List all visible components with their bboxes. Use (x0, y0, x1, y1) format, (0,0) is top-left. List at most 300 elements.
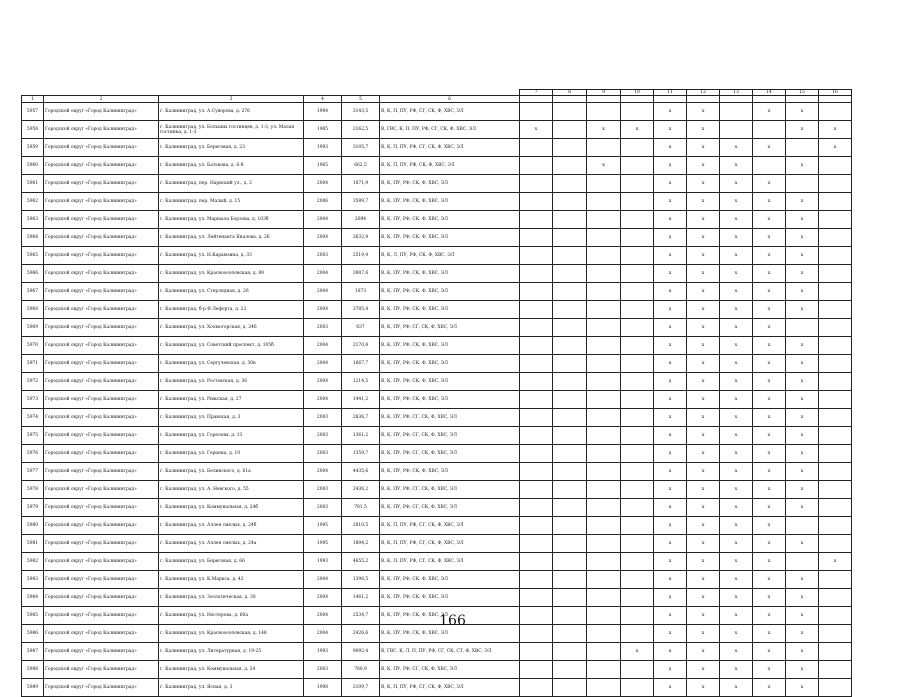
col-header-1: 1 (22, 96, 44, 103)
row-number: 5983 (22, 571, 44, 589)
empty-cell (520, 193, 553, 211)
empty-cell (553, 427, 587, 445)
area-cell: 1398,5 (342, 571, 380, 589)
empty-cell (819, 229, 852, 247)
empty-cell (553, 121, 587, 139)
table-row (22, 229, 852, 247)
empty-cell (520, 337, 553, 355)
empty-cell (553, 445, 587, 463)
header-row-main (22, 96, 852, 103)
address-cell: г. Калининград, ул. Краснооселовская, д. 89 (159, 265, 304, 283)
empty-cell (587, 373, 621, 391)
empty-cell (553, 283, 587, 301)
mark-cell-col-12: x (687, 535, 720, 553)
table-row (22, 517, 852, 535)
area-cell: 781,5 (342, 499, 380, 517)
owner-cell: Городской округ «Город Калининград» (44, 571, 159, 589)
systems-cell: В, К, ПУ, РФ, СК, Ф, ХВС, ЭЛ (380, 283, 520, 301)
owner-cell: Городской округ «Город Калининград» (44, 481, 159, 499)
year-cell: 2004 (304, 391, 342, 409)
year-cell: 1985 (304, 121, 342, 139)
row-number: 5986 (22, 625, 44, 643)
table-row (22, 157, 852, 175)
mark-cell-col-15: x (786, 445, 819, 463)
mark-cell-col-14: x (753, 499, 786, 517)
address-cell: г. Калининград, ул. Н.Карамзина, д. 33 (159, 247, 304, 265)
empty-cell (621, 427, 654, 445)
mark-cell-col-13: x (720, 265, 753, 283)
empty-cell (553, 499, 587, 517)
empty-cell (520, 553, 553, 571)
mark-cell-col-11: x (654, 175, 687, 193)
mark-cell-col-12: x (687, 409, 720, 427)
mark-cell-col-15: x (786, 121, 819, 139)
area-cell: 3105,7 (342, 139, 380, 157)
mark-cell-col-12: x (687, 553, 720, 571)
mark-cell-col-14: x (753, 373, 786, 391)
mark-cell-col-13: x (720, 625, 753, 643)
mark-cell-col-12: x (687, 139, 720, 157)
owner-cell: Городской округ «Город Калининград» (44, 157, 159, 175)
systems-cell: В, К, ПУ, РФ, СК, Ф, ХВС, ЭЛ (380, 625, 520, 643)
empty-cell (587, 283, 621, 301)
empty-cell (819, 463, 852, 481)
mark-cell-col-13: x (720, 247, 753, 265)
mark-cell-col-15: x (786, 373, 819, 391)
year-cell: 2004 (304, 571, 342, 589)
mark-cell-col-14: x (753, 391, 786, 409)
mark-cell-col-12: x (687, 211, 720, 229)
mark-cell-col-14: x (753, 229, 786, 247)
empty-cell (520, 157, 553, 175)
systems-cell: В, К, П, ПУ, РФ, СГ, СК, Ф, ХВС, ЭЛ (380, 535, 520, 553)
address-cell: г. Калининград, ул. Рижская, д. 27 (159, 391, 304, 409)
year-cell: 2004 (304, 283, 342, 301)
table-row (22, 553, 852, 571)
owner-cell: Городской округ «Город Калининград» (44, 337, 159, 355)
table-row (22, 535, 852, 553)
empty-cell (819, 427, 852, 445)
area-cell: 2810,5 (342, 517, 380, 535)
table-row (22, 265, 852, 283)
empty-cell (819, 103, 852, 121)
owner-cell: Городской округ «Город Калининград» (44, 427, 159, 445)
area-cell: 3785,4 (342, 301, 380, 319)
empty-cell (819, 679, 852, 697)
mark-cell-col-11: x (654, 535, 687, 553)
empty-cell (621, 283, 654, 301)
address-cell: г. Калининград, ул. Маршала Борзова, д. 103б (159, 211, 304, 229)
row-number: 5985 (22, 607, 44, 625)
row-number: 5988 (22, 661, 44, 679)
empty-cell (621, 211, 654, 229)
mark-cell-col-11: x (654, 373, 687, 391)
mark-cell-col-11: x (654, 391, 687, 409)
area-cell: 1894,2 (342, 535, 380, 553)
row-number: 5982 (22, 553, 44, 571)
systems-cell: В, К, ПУ, РФ, СГ, СК, Ф, ХВС, ЭЛ (380, 499, 520, 517)
year-cell: 2004 (304, 355, 342, 373)
address-cell: г. Калининград, ул. Горелова, д. 13 (159, 427, 304, 445)
mark-cell-col-14: x (753, 301, 786, 319)
table-row (22, 193, 852, 211)
mark-cell-col-13: x (720, 589, 753, 607)
mark-cell-col-12: x (687, 337, 720, 355)
empty-cell (621, 265, 654, 283)
col-header-8: 8 (553, 90, 587, 96)
year-cell: 2003 (304, 499, 342, 517)
empty-cell (621, 409, 654, 427)
empty-cell (587, 499, 621, 517)
systems-cell: В, К, ПУ, РФ, СК, Ф, ХВС, ЭЛ (380, 175, 520, 193)
year-cell: 2004 (304, 265, 342, 283)
owner-cell: Городской округ «Город Калининград» (44, 499, 159, 517)
mark-cell-col-12: x (687, 175, 720, 193)
mark-cell-col-13: x (720, 355, 753, 373)
mark-cell-col-13: x (720, 643, 753, 661)
empty-cell (520, 661, 553, 679)
table-row (22, 373, 852, 391)
mark-cell-col-15: x (786, 463, 819, 481)
table-row (22, 445, 852, 463)
address-cell: г. Калининград, ул. Аллея смелых, д. 24б (159, 517, 304, 535)
row-number: 5966 (22, 265, 44, 283)
table-row (22, 121, 852, 139)
empty-cell (819, 535, 852, 553)
mark-cell-col-12: x (687, 445, 720, 463)
empty-cell (621, 517, 654, 535)
mark-cell-col-11: x (654, 157, 687, 175)
area-cell: 1461,2 (342, 589, 380, 607)
mark-cell-col-11: x (654, 337, 687, 355)
area-cell: 1873 (342, 283, 380, 301)
empty-cell (587, 301, 621, 319)
mark-cell-col-13: x (720, 229, 753, 247)
mark-cell-col-15: x (786, 211, 819, 229)
owner-cell: Городской округ «Город Калининград» (44, 391, 159, 409)
row-number: 5976 (22, 445, 44, 463)
table-row (22, 337, 852, 355)
empty-cell (520, 301, 553, 319)
year-cell: 2003 (304, 445, 342, 463)
row-number: 5987 (22, 643, 44, 661)
area-cell: 2519,4 (342, 247, 380, 265)
table-row (22, 499, 852, 517)
area-cell: 2534,7 (342, 607, 380, 625)
mark-cell-col-11: x (654, 139, 687, 157)
empty-cell (621, 445, 654, 463)
address-cell: г. Калининград, ул. Аллея смелых, д. 24а (159, 535, 304, 553)
empty-cell (553, 517, 587, 535)
empty-cell (587, 445, 621, 463)
table-row (22, 301, 852, 319)
empty-cell (553, 355, 587, 373)
empty-cell (819, 211, 852, 229)
mark-cell-col-11: x (654, 553, 687, 571)
empty-cell (587, 571, 621, 589)
empty-cell (587, 337, 621, 355)
table-row (22, 679, 852, 697)
empty-cell (553, 211, 587, 229)
address-cell: г. Калининград, ул. Ростовская, д. 36 (159, 373, 304, 391)
mark-cell-col-10: x (621, 643, 654, 661)
address-cell: г. Калининград, ул. Литературная, д. 19-25 (159, 643, 304, 661)
empty-cell (621, 661, 654, 679)
row-number: 5960 (22, 157, 44, 175)
mark-cell-col-14: x (753, 571, 786, 589)
year-cell: 2004 (304, 589, 342, 607)
mark-cell-col-13: x (720, 445, 753, 463)
systems-cell: В, ГВС, К, П, ПУ, РФ, СГ, СК, Ф, ХВС, ЭЛ (380, 121, 520, 139)
empty-cell (520, 139, 553, 157)
mark-cell-col-11: x (654, 409, 687, 427)
row-number: 5964 (22, 229, 44, 247)
mark-cell-col-15: x (786, 679, 819, 697)
empty-cell (587, 517, 621, 535)
mark-cell-col-13: x (720, 301, 753, 319)
empty-cell (553, 319, 587, 337)
empty-cell (819, 445, 852, 463)
mark-cell-col-13: x (720, 139, 753, 157)
area-cell: 4655,2 (342, 553, 380, 571)
address-cell: г. Калининград, ул. Коммунальная, д. 24б (159, 499, 304, 517)
mark-cell-col-12: x (687, 355, 720, 373)
mark-cell-col-7: x (520, 121, 553, 139)
mark-cell-col-12: x (687, 679, 720, 697)
empty-cell (587, 409, 621, 427)
mark-cell-col-14: x (753, 445, 786, 463)
row-number: 5974 (22, 409, 44, 427)
address-cell: г. Калининград, ул. Лейтенанта Яналова, д. 26 (159, 229, 304, 247)
owner-cell: Городской округ «Город Калининград» (44, 247, 159, 265)
mark-cell-col-12: x (687, 301, 720, 319)
mark-cell-col-12: x (687, 427, 720, 445)
mark-cell-col-12: x (687, 643, 720, 661)
empty-cell (587, 103, 621, 121)
empty-cell (520, 499, 553, 517)
mark-cell-col-14: x (753, 553, 786, 571)
systems-cell: В, К, ПУ, РФ, СК, Ф, ХВС, ЭЛ (380, 355, 520, 373)
mark-cell-col-14: x (753, 589, 786, 607)
area-cell: 837 (342, 319, 380, 337)
owner-cell: Городской округ «Город Калининград» (44, 211, 159, 229)
empty-cell (720, 121, 753, 139)
systems-cell: В, К, П, ПУ, РФ, СГ, СК, Ф, ХВС, ЭЛ (380, 103, 520, 121)
mark-cell-col-14: x (753, 679, 786, 697)
empty-cell (786, 553, 819, 571)
mark-cell-col-12: x (687, 391, 720, 409)
address-cell: г. Калининград, ул. А.Суворова, д. 276 (159, 103, 304, 121)
address-cell: г. Калининград, ул. Стерлядная, д. 26 (159, 283, 304, 301)
mark-cell-col-14: x (753, 409, 786, 427)
empty-cell (819, 319, 852, 337)
year-cell: 1995 (304, 535, 342, 553)
owner-cell: Городской округ «Город Калининград» (44, 175, 159, 193)
owner-cell: Городской округ «Город Калининград» (44, 643, 159, 661)
mark-cell-col-12: x (687, 571, 720, 589)
row-number: 5963 (22, 211, 44, 229)
mark-cell-col-11: x (654, 427, 687, 445)
owner-cell: Городской округ «Город Калининград» (44, 355, 159, 373)
empty-cell (819, 481, 852, 499)
mark-cell-col-15: x (786, 625, 819, 643)
mark-cell-col-14: x (753, 103, 786, 121)
mark-cell-col-13: x (720, 157, 753, 175)
empty-cell (621, 175, 654, 193)
col-header-2: 2 (44, 96, 159, 103)
table-row (22, 139, 852, 157)
empty-cell (819, 499, 852, 517)
page-number: 166 (439, 613, 466, 629)
owner-cell: Городской округ «Город Калининград» (44, 283, 159, 301)
area-cell: 3987,6 (342, 265, 380, 283)
area-cell: 4435,6 (342, 463, 380, 481)
mark-cell-col-9: x (587, 157, 621, 175)
empty-cell (819, 409, 852, 427)
address-cell: г. Калининград, ул. Коммунальная, д. 24 (159, 661, 304, 679)
area-cell: 2170,8 (342, 337, 380, 355)
empty-cell (520, 319, 553, 337)
mark-cell-col-15: x (786, 535, 819, 553)
empty-cell (786, 139, 819, 157)
empty-cell (587, 391, 621, 409)
mark-cell-col-11: x (654, 517, 687, 535)
owner-cell: Городской округ «Город Калининград» (44, 517, 159, 535)
empty-cell (553, 139, 587, 157)
mark-cell-col-11: x (654, 247, 687, 265)
empty-cell (621, 589, 654, 607)
owner-cell: Городской округ «Город Калининград» (44, 463, 159, 481)
empty-cell (819, 193, 852, 211)
empty-cell (621, 499, 654, 517)
empty-cell (520, 481, 553, 499)
empty-cell (587, 247, 621, 265)
empty-cell (553, 373, 587, 391)
empty-cell (587, 661, 621, 679)
mark-cell-col-11: x (654, 625, 687, 643)
mark-cell-col-13: x (720, 535, 753, 553)
systems-cell: В, К, ПУ, РФ, СК, Ф, ХВС, ЭЛ (380, 229, 520, 247)
empty-cell (621, 535, 654, 553)
year-cell: 2003 (304, 481, 342, 499)
empty-cell (819, 247, 852, 265)
empty-cell (553, 463, 587, 481)
row-number: 5971 (22, 355, 44, 373)
mark-cell-col-14: x (753, 139, 786, 157)
row-number: 5984 (22, 589, 44, 607)
owner-cell: Городской округ «Город Калининград» (44, 265, 159, 283)
empty-cell (621, 247, 654, 265)
table-row (22, 211, 852, 229)
empty-cell (621, 157, 654, 175)
area-cell: 780,9 (342, 661, 380, 679)
empty-cell (553, 301, 587, 319)
mark-cell-col-11: x (654, 607, 687, 625)
empty-cell (520, 265, 553, 283)
area-cell: 3589,7 (342, 193, 380, 211)
mark-cell-col-14: x (753, 535, 786, 553)
mark-cell-col-13: x (720, 481, 753, 499)
mark-cell-col-11: x (654, 193, 687, 211)
mark-cell-col-13: x (720, 499, 753, 517)
mark-cell-col-14: x (753, 247, 786, 265)
empty-cell (553, 247, 587, 265)
row-number: 5967 (22, 283, 44, 301)
mark-cell-col-12: x (687, 319, 720, 337)
empty-cell (553, 535, 587, 553)
empty-cell (621, 373, 654, 391)
mark-cell-col-13: x (720, 661, 753, 679)
col-header-7: 7 (520, 90, 553, 96)
empty-cell (553, 589, 587, 607)
empty-cell (621, 355, 654, 373)
area-cell: 9092,4 (342, 643, 380, 661)
empty-cell (621, 229, 654, 247)
mark-cell-col-12: x (687, 247, 720, 265)
year-cell: 1998 (304, 679, 342, 697)
empty-cell (587, 463, 621, 481)
mark-cell-col-15: x (786, 589, 819, 607)
year-cell: 2003 (304, 427, 342, 445)
empty-cell (819, 373, 852, 391)
systems-cell: В, ГВС, К, Л, П, ПУ, РФ, СГ, СК, СТ, Ф, ХВС, ЭЛ (380, 643, 520, 661)
mark-cell-col-15: x (786, 391, 819, 409)
empty-cell (520, 463, 553, 481)
empty-cell (621, 193, 654, 211)
mark-cell-col-12: x (687, 121, 720, 139)
table-row (22, 481, 852, 499)
mark-cell-col-13: x (720, 373, 753, 391)
mark-cell-col-12: x (687, 481, 720, 499)
mark-cell-col-12: x (687, 607, 720, 625)
empty-cell (520, 535, 553, 553)
mark-cell-col-14: x (753, 463, 786, 481)
systems-cell: В, К, П, ПУ, РФ, СГ, СК, Ф, ХВС, ЭЛ (380, 553, 520, 571)
mark-cell-col-11: x (654, 283, 687, 301)
systems-cell: В, К, ПУ, РФ, СК, Ф, ХВС, ЭЛ (380, 463, 520, 481)
address-cell: г. Калининград, ул. Нестерова, д. 60а (159, 607, 304, 625)
empty-cell (520, 175, 553, 193)
empty-cell (553, 391, 587, 409)
year-cell: 2004 (304, 229, 342, 247)
row-number: 5970 (22, 337, 44, 355)
empty-cell (520, 373, 553, 391)
row-number: 5961 (22, 175, 44, 193)
mark-cell-col-12: x (687, 499, 720, 517)
table-row (22, 661, 852, 679)
address-cell: г. Калининград, ул. Береговая, д. 23 (159, 139, 304, 157)
row-number: 5978 (22, 481, 44, 499)
mark-cell-col-11: x (654, 643, 687, 661)
empty-cell (819, 661, 852, 679)
mark-cell-col-12: x (687, 265, 720, 283)
area-cell: 1359,7 (342, 445, 380, 463)
empty-cell (621, 139, 654, 157)
empty-cell (819, 175, 852, 193)
row-number: 5959 (22, 139, 44, 157)
mark-cell-col-13: x (720, 463, 753, 481)
row-number: 5977 (22, 463, 44, 481)
mark-cell-col-15: x (786, 247, 819, 265)
year-cell: 2004 (304, 463, 342, 481)
systems-cell: В, К, П, ПУ, РФ, СГ, СК, Ф, ХВС, ЭЛ (380, 139, 520, 157)
owner-cell: Городской округ «Город Калининград» (44, 103, 159, 121)
mark-cell-col-13: x (720, 409, 753, 427)
mark-cell-col-15: x (786, 427, 819, 445)
mark-cell-col-15: x (786, 481, 819, 499)
empty-cell (520, 391, 553, 409)
area-cell: 662,5 (342, 157, 380, 175)
